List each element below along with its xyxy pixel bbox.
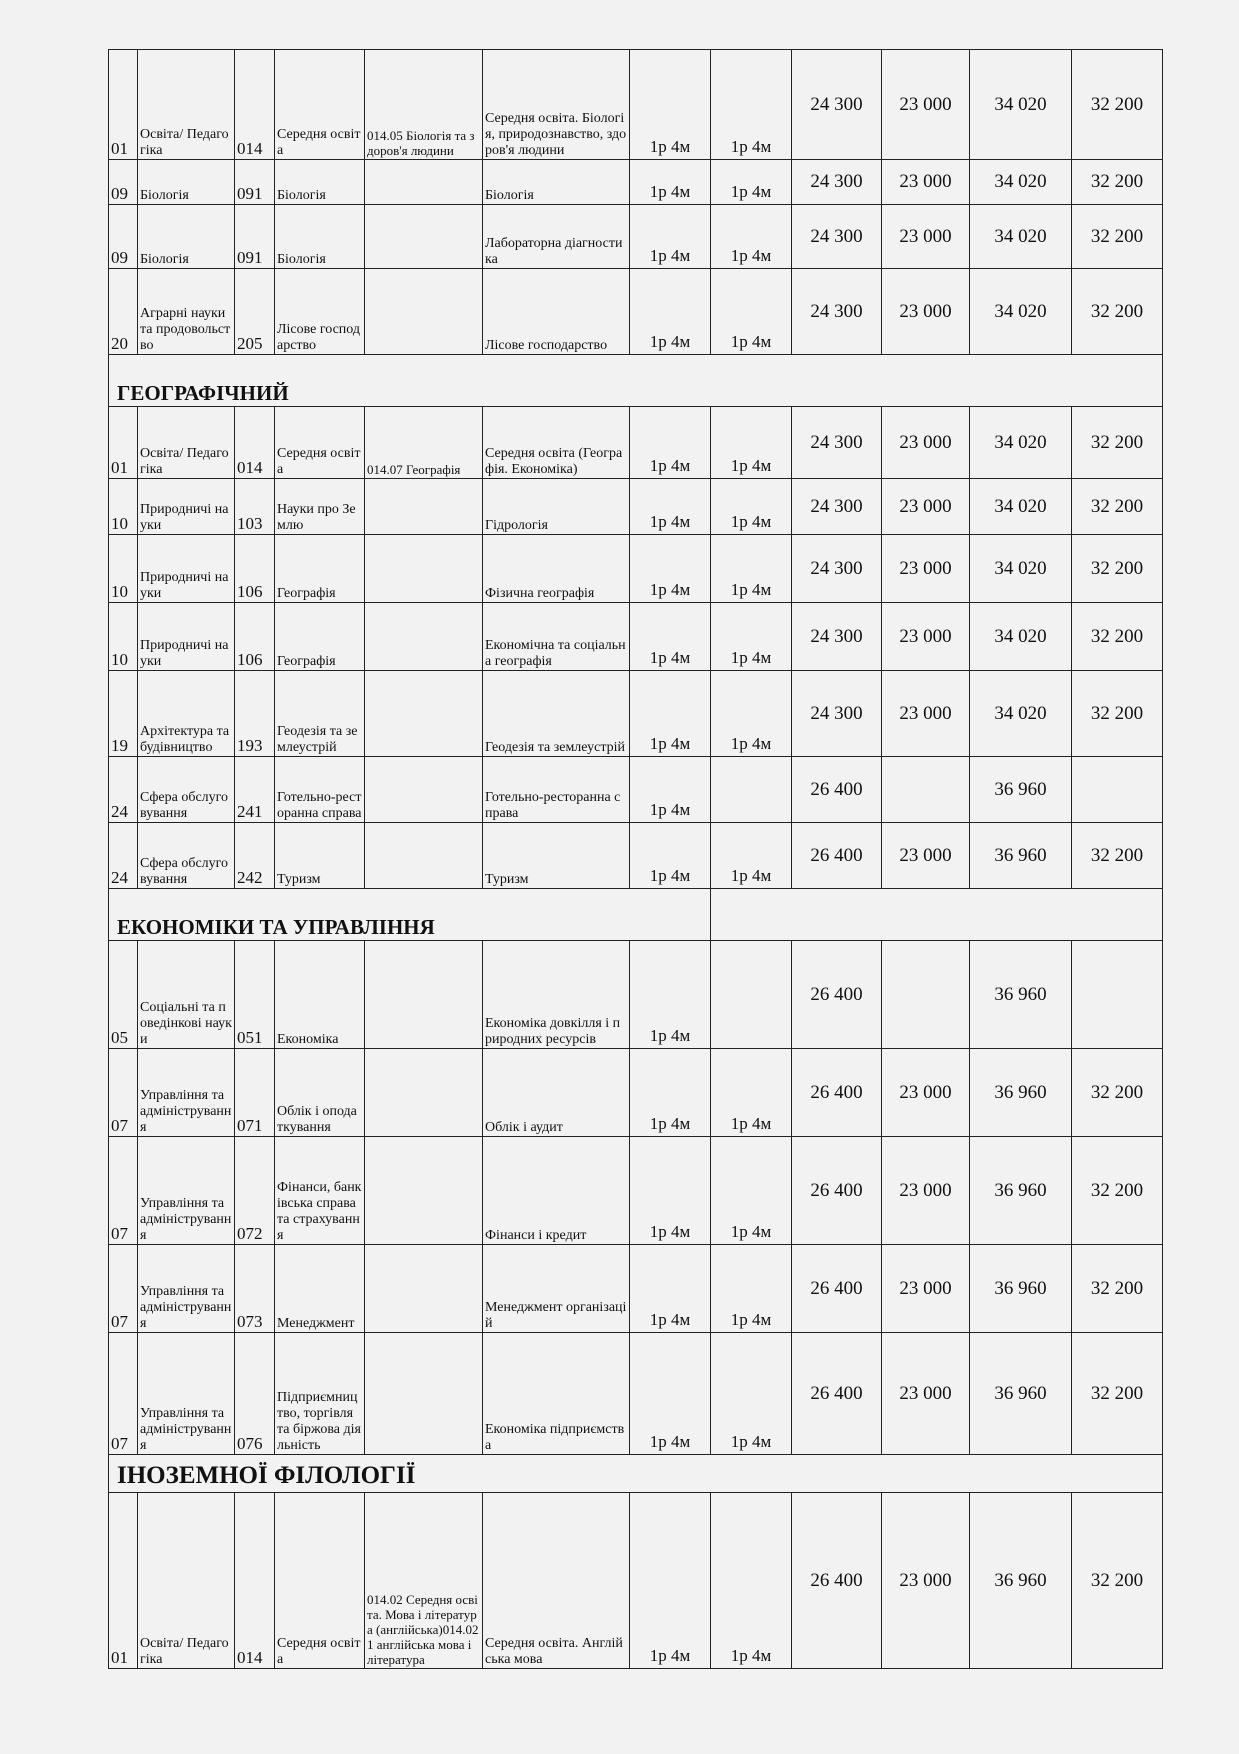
- specialization: [365, 269, 483, 355]
- study-term-part-time: 1р 4м: [711, 1245, 792, 1333]
- program-name: Лабораторна діагностика: [483, 205, 630, 269]
- branch-name: Природничі науки: [138, 603, 235, 671]
- table-row: [109, 1137, 1163, 1245]
- study-term-full-time: 1р 4м: [630, 535, 711, 603]
- price-1: 24 300: [792, 160, 882, 205]
- price-1: 24 300: [792, 269, 882, 355]
- table-row: [109, 603, 1163, 671]
- study-term-full-time: 1р 4м: [630, 1137, 711, 1245]
- price-2: 23 000: [882, 1493, 970, 1669]
- specialization: [365, 479, 483, 535]
- branch-name: Природничі науки: [138, 535, 235, 603]
- program-name: Фінанси і кредит: [483, 1137, 630, 1245]
- specialty-code: 051: [235, 941, 275, 1049]
- price-1: 24 300: [792, 535, 882, 603]
- price-4: [1072, 941, 1163, 1049]
- specialization: [365, 1137, 483, 1245]
- study-term-part-time: 1р 4м: [711, 407, 792, 479]
- table-row: [109, 535, 1163, 603]
- branch-code: 24: [109, 757, 138, 823]
- specialization: [365, 1049, 483, 1137]
- price-1: 26 400: [792, 1245, 882, 1333]
- specialty-code: 106: [235, 603, 275, 671]
- table-row: [109, 1333, 1163, 1455]
- branch-code: 10: [109, 479, 138, 535]
- study-term-part-time: [711, 941, 792, 1049]
- price-3: 34 020: [970, 535, 1072, 603]
- section-header: [109, 1455, 1163, 1493]
- price-4: 32 200: [1072, 1333, 1163, 1455]
- program-name: Середня освіта. Англійська мова: [483, 1493, 630, 1669]
- section-title: ЕКОНОМІКИ ТА УПРАВЛІННЯ: [109, 889, 711, 941]
- price-4: 32 200: [1072, 269, 1163, 355]
- study-term-part-time: 1р 4м: [711, 1333, 792, 1455]
- table-row: [109, 823, 1163, 889]
- program-name: Економіка підприємства: [483, 1333, 630, 1455]
- program-name: Економіка довкілля і природних ресурсів: [483, 941, 630, 1049]
- program-name: Гідрологія: [483, 479, 630, 535]
- price-1: 24 300: [792, 205, 882, 269]
- specialty-name: Середня освіта: [275, 50, 365, 160]
- price-2: [882, 941, 970, 1049]
- branch-name: Аграрні науки та продовольство: [138, 269, 235, 355]
- study-term-part-time: 1р 4м: [711, 205, 792, 269]
- branch-name: Природничі науки: [138, 479, 235, 535]
- specialization: 014.07 Географія: [365, 407, 483, 479]
- price-4: 32 200: [1072, 1137, 1163, 1245]
- specialty-name: Геодезія та землеустрій: [275, 671, 365, 757]
- study-term-part-time: 1р 4м: [711, 823, 792, 889]
- price-4: 32 200: [1072, 671, 1163, 757]
- specialty-name: Біологія: [275, 160, 365, 205]
- table-row: [109, 1049, 1163, 1137]
- study-term-part-time: 1р 4м: [711, 603, 792, 671]
- specialization: 014.05 Біологія та здоров'я людини: [365, 50, 483, 160]
- specialty-name: Облік і оподаткування: [275, 1049, 365, 1137]
- specialty-code: 106: [235, 535, 275, 603]
- branch-code: 07: [109, 1049, 138, 1137]
- study-term-full-time: 1р 4м: [630, 1245, 711, 1333]
- specialization: [365, 671, 483, 757]
- study-term-part-time: 1р 4м: [711, 671, 792, 757]
- price-4: 32 200: [1072, 823, 1163, 889]
- study-term-full-time: 1р 4м: [630, 160, 711, 205]
- specialization: [365, 535, 483, 603]
- specialization: [365, 757, 483, 823]
- price-3: 36 960: [970, 757, 1072, 823]
- specialty-code: 014: [235, 1493, 275, 1669]
- branch-code: 19: [109, 671, 138, 757]
- study-term-full-time: 1р 4м: [630, 205, 711, 269]
- specialty-name: Фінанси, банківська справа та страхування: [275, 1137, 365, 1245]
- program-name: Середня освіта (Географія. Економіка): [483, 407, 630, 479]
- table-row: [109, 50, 1163, 160]
- study-term-part-time: 1р 4м: [711, 160, 792, 205]
- table-body: [109, 50, 1163, 1669]
- program-name: Лісове господарство: [483, 269, 630, 355]
- study-term-part-time: [711, 757, 792, 823]
- branch-code: 10: [109, 603, 138, 671]
- study-term-full-time: 1р 4м: [630, 1049, 711, 1137]
- program-name: Фізична географія: [483, 535, 630, 603]
- price-2: 23 000: [882, 160, 970, 205]
- specialty-name: Економіка: [275, 941, 365, 1049]
- specialization: [365, 823, 483, 889]
- price-3: 34 020: [970, 160, 1072, 205]
- study-term-part-time: 1р 4м: [711, 479, 792, 535]
- price-2: 23 000: [882, 823, 970, 889]
- section-header: [109, 889, 1163, 941]
- specialty-code: 014: [235, 50, 275, 160]
- price-3: 34 020: [970, 50, 1072, 160]
- price-2: 23 000: [882, 1049, 970, 1137]
- price-1: 24 300: [792, 479, 882, 535]
- price-1: 26 400: [792, 823, 882, 889]
- study-term-full-time: 1р 4м: [630, 479, 711, 535]
- branch-code: 05: [109, 941, 138, 1049]
- specialization: [365, 1245, 483, 1333]
- branch-name: Сфера обслуговування: [138, 823, 235, 889]
- study-term-part-time: 1р 4м: [711, 535, 792, 603]
- price-1: 26 400: [792, 1137, 882, 1245]
- branch-name: Сфера обслуговування: [138, 757, 235, 823]
- specialty-code: 103: [235, 479, 275, 535]
- program-name: Туризм: [483, 823, 630, 889]
- price-2: 23 000: [882, 1137, 970, 1245]
- branch-name: Управління та адміністрування: [138, 1049, 235, 1137]
- study-term-part-time: 1р 4м: [711, 1493, 792, 1669]
- price-2: 23 000: [882, 1245, 970, 1333]
- price-1: 26 400: [792, 1493, 882, 1669]
- price-1: 26 400: [792, 941, 882, 1049]
- price-4: 32 200: [1072, 603, 1163, 671]
- price-3: 34 020: [970, 479, 1072, 535]
- price-2: 23 000: [882, 50, 970, 160]
- specialty-code: 071: [235, 1049, 275, 1137]
- branch-name: Біологія: [138, 160, 235, 205]
- study-term-part-time: 1р 4м: [711, 50, 792, 160]
- study-term-full-time: 1р 4м: [630, 941, 711, 1049]
- price-3: 34 020: [970, 603, 1072, 671]
- specialty-name: Туризм: [275, 823, 365, 889]
- branch-code: 24: [109, 823, 138, 889]
- price-4: 32 200: [1072, 160, 1163, 205]
- specialty-name: Географія: [275, 603, 365, 671]
- price-2: 23 000: [882, 671, 970, 757]
- specialty-code: 014: [235, 407, 275, 479]
- study-term-part-time: 1р 4м: [711, 1137, 792, 1245]
- specialization: [365, 205, 483, 269]
- program-name: Економічна та соціальна географія: [483, 603, 630, 671]
- branch-code: 01: [109, 407, 138, 479]
- table-row: [109, 479, 1163, 535]
- program-name: Геодезія та землеустрій: [483, 671, 630, 757]
- branch-name: Управління та адміністрування: [138, 1137, 235, 1245]
- specialty-name: Готельно-ресторанна справа: [275, 757, 365, 823]
- price-3: 36 960: [970, 941, 1072, 1049]
- program-name: Готельно-ресторанна справа: [483, 757, 630, 823]
- price-3: 36 960: [970, 1493, 1072, 1669]
- table-row: [109, 205, 1163, 269]
- price-4: 32 200: [1072, 1049, 1163, 1137]
- branch-name: Соціальні та поведінкові науки: [138, 941, 235, 1049]
- price-3: 34 020: [970, 671, 1072, 757]
- specialty-code: 073: [235, 1245, 275, 1333]
- price-3: 36 960: [970, 1333, 1072, 1455]
- price-3: 36 960: [970, 1137, 1072, 1245]
- study-term-full-time: 1р 4м: [630, 671, 711, 757]
- specialty-code: 205: [235, 269, 275, 355]
- study-term-part-time: 1р 4м: [711, 269, 792, 355]
- branch-code: 10: [109, 535, 138, 603]
- price-1: 26 400: [792, 1333, 882, 1455]
- price-3: 36 960: [970, 1245, 1072, 1333]
- price-3: 34 020: [970, 269, 1072, 355]
- price-1: 24 300: [792, 50, 882, 160]
- table-row: [109, 1245, 1163, 1333]
- price-2: 23 000: [882, 479, 970, 535]
- specialty-name: Менеджмент: [275, 1245, 365, 1333]
- price-2: 23 000: [882, 1333, 970, 1455]
- price-4: 32 200: [1072, 535, 1163, 603]
- specialty-code: 072: [235, 1137, 275, 1245]
- price-3: 34 020: [970, 407, 1072, 479]
- specialty-name: Підприємництво, торгівля та біржова діяльність: [275, 1333, 365, 1455]
- study-term-full-time: 1р 4м: [630, 823, 711, 889]
- specialty-code: 091: [235, 160, 275, 205]
- program-name: Біологія: [483, 160, 630, 205]
- table-row: [109, 407, 1163, 479]
- price-4: 32 200: [1072, 407, 1163, 479]
- specialty-code: 193: [235, 671, 275, 757]
- price-1: 24 300: [792, 407, 882, 479]
- specialization: 014.02 Середня освіта. Мова і література (англійська)014.021 англійська мова і література: [365, 1493, 483, 1669]
- program-name: Облік і аудит: [483, 1049, 630, 1137]
- price-4: [1072, 757, 1163, 823]
- price-4: 32 200: [1072, 1245, 1163, 1333]
- price-3: 36 960: [970, 1049, 1072, 1137]
- table-row: [109, 941, 1163, 1049]
- branch-code: 09: [109, 205, 138, 269]
- section-title: ІНОЗЕМНОЇ ФІЛОЛОГІЇ: [109, 1455, 1163, 1493]
- price-3: 36 960: [970, 823, 1072, 889]
- tuition-table: [108, 49, 1163, 1669]
- branch-code: 07: [109, 1245, 138, 1333]
- branch-code: 01: [109, 1493, 138, 1669]
- price-1: 24 300: [792, 603, 882, 671]
- branch-code: 01: [109, 50, 138, 160]
- branch-name: Освіта/ Педагогіка: [138, 407, 235, 479]
- price-2: 23 000: [882, 269, 970, 355]
- specialty-name: Лісове господарство: [275, 269, 365, 355]
- table-row: [109, 757, 1163, 823]
- study-term-part-time: 1р 4м: [711, 1049, 792, 1137]
- specialty-code: 241: [235, 757, 275, 823]
- specialization: [365, 160, 483, 205]
- study-term-full-time: 1р 4м: [630, 757, 711, 823]
- specialty-name: Біологія: [275, 205, 365, 269]
- study-term-full-time: 1р 4м: [630, 269, 711, 355]
- table-row: [109, 1493, 1163, 1669]
- study-term-full-time: 1р 4м: [630, 603, 711, 671]
- study-term-full-time: 1р 4м: [630, 1493, 711, 1669]
- specialization: [365, 941, 483, 1049]
- price-2: 23 000: [882, 205, 970, 269]
- section-filler: [711, 889, 1163, 941]
- branch-code: 07: [109, 1137, 138, 1245]
- price-1: 26 400: [792, 757, 882, 823]
- branch-name: Освіта/ Педагогіка: [138, 50, 235, 160]
- branch-code: 07: [109, 1333, 138, 1455]
- price-4: 32 200: [1072, 1493, 1163, 1669]
- specialty-code: 076: [235, 1333, 275, 1455]
- price-1: 26 400: [792, 1049, 882, 1137]
- specialty-name: Середня освіта: [275, 407, 365, 479]
- section-header: [109, 355, 1163, 407]
- table-row: [109, 671, 1163, 757]
- specialty-name: Географія: [275, 535, 365, 603]
- specialty-name: Середня освіта: [275, 1493, 365, 1669]
- price-3: 34 020: [970, 205, 1072, 269]
- price-4: 32 200: [1072, 50, 1163, 160]
- study-term-full-time: 1р 4м: [630, 407, 711, 479]
- price-1: 24 300: [792, 671, 882, 757]
- specialization: [365, 1333, 483, 1455]
- study-term-full-time: 1р 4м: [630, 1333, 711, 1455]
- program-name: Середня освіта. Біологія, природознавство, здоров'я людини: [483, 50, 630, 160]
- branch-name: Біологія: [138, 205, 235, 269]
- price-4: 32 200: [1072, 205, 1163, 269]
- branch-name: Архітектура та будівництво: [138, 671, 235, 757]
- branch-code: 09: [109, 160, 138, 205]
- specialty-code: 242: [235, 823, 275, 889]
- table-row: [109, 160, 1163, 205]
- price-2: 23 000: [882, 407, 970, 479]
- branch-code: 20: [109, 269, 138, 355]
- specialty-name: Науки про Землю: [275, 479, 365, 535]
- branch-name: Управління та адміністрування: [138, 1245, 235, 1333]
- table-row: [109, 269, 1163, 355]
- section-title: ГЕОГРАФІЧНИЙ: [109, 355, 1163, 407]
- specialization: [365, 603, 483, 671]
- specialty-code: 091: [235, 205, 275, 269]
- price-2: 23 000: [882, 535, 970, 603]
- program-name: Менеджмент організацій: [483, 1245, 630, 1333]
- branch-name: Освіта/ Педагогіка: [138, 1493, 235, 1669]
- price-4: 32 200: [1072, 479, 1163, 535]
- branch-name: Управління та адміністрування: [138, 1333, 235, 1455]
- price-2: [882, 757, 970, 823]
- study-term-full-time: 1р 4м: [630, 50, 711, 160]
- price-2: 23 000: [882, 603, 970, 671]
